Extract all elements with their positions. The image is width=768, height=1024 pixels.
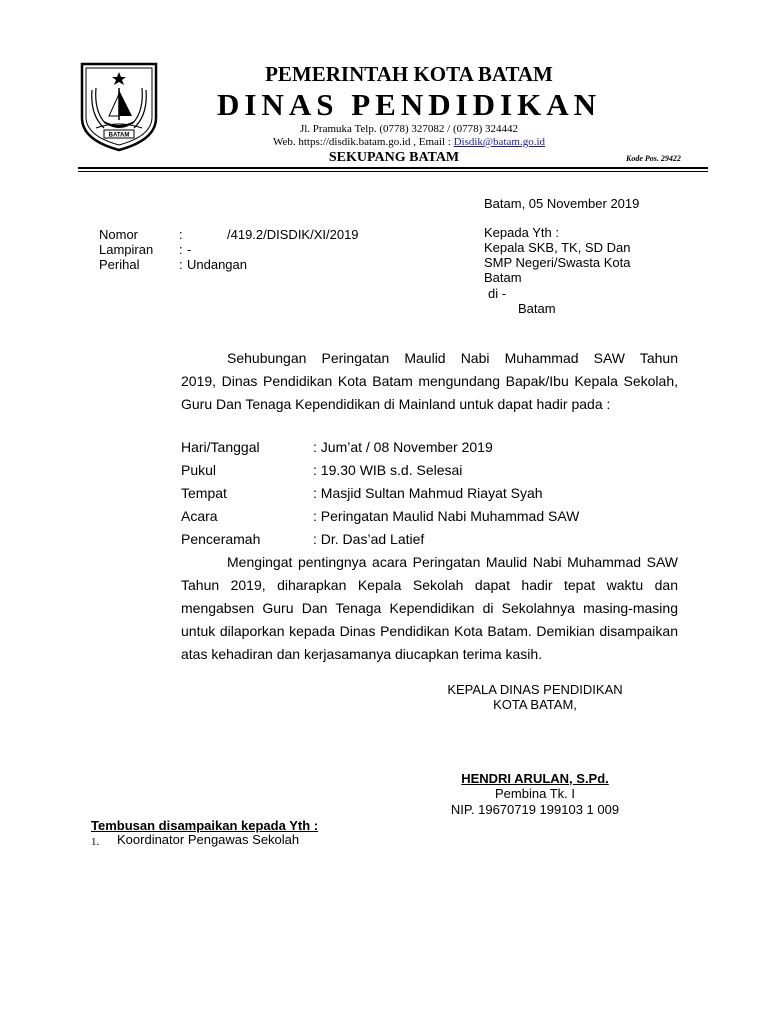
agency-web-email <box>0 136 768 148</box>
body-paragraph-2: Mengingat pentingnya acara Peringatan Maulid Nabi Muhammad SAW Tahun 2019, diharapkan Kepala Sekolah dapat hadir tepat waktu dan mengabsen Guru Dan Tenaga Kependidikan di Sekolahnya masing-masing untuk dilaporkan kepada Dinas Pendidikan Kota Batam. Demikian disampaikan atas kehadiran dan kerjasamanya diucapkan terima kasih. <box>181 554 678 662</box>
detail-value-date: : Jum’at / 08 November 2019 <box>313 439 493 455</box>
body-paragraph-1 <box>181 347 678 416</box>
body-paragraph-1-rest: 2019, Dinas Pendidikan Kota Batam mengundang Bapak/Ibu Kepala Sekolah, Guru Dan Tenaga Kependidikan di Mainland untuk dapat hadir pada : <box>181 373 678 412</box>
meta-label-lampiran: Lampiran <box>99 242 154 257</box>
meta-sep-perihal: : <box>179 257 183 272</box>
detail-value-event: : Peringatan Maulid Nabi Muhammad SAW <box>313 508 580 524</box>
detail-value-speaker: : Dr. Das’ad Latief <box>313 531 425 547</box>
detail-label-speaker: Penceramah <box>181 531 261 547</box>
recipient-line-1: Kepala SKB, TK, SD Dan <box>484 240 631 255</box>
signatory-rank: Pembina Tk. I <box>495 786 575 801</box>
letter-date: Batam, 05 November 2019 <box>484 196 640 211</box>
recipient-place: Batam <box>518 301 556 316</box>
detail-label-time: Pukul <box>181 462 217 478</box>
letterhead-rule-thick <box>78 167 708 169</box>
logo-text: BATAM <box>108 132 130 139</box>
cc-heading: Tembusan disampaikan kepada Yth : <box>91 818 319 833</box>
signature-title-1: KEPALA DINAS PENDIDIKAN <box>447 682 623 697</box>
recipient-line-3: Batam <box>484 270 522 285</box>
agency-name: DINAS PENDIDIKAN <box>216 87 601 122</box>
recipient-heading: Kepada Yth : <box>484 225 559 240</box>
cc-item-number: 1. <box>91 836 100 848</box>
cc-item-text: Koordinator Pengawas Sekolah <box>117 832 300 847</box>
meta-sep-lampiran: : <box>179 242 183 257</box>
agency-address: Jl. Pramuka Telp. (0778) 327082 / (0778) 324442 <box>299 123 519 135</box>
detail-value-venue: : Masjid Sultan Mahmud Riayat Syah <box>313 485 543 501</box>
meta-value-perihal: Undangan <box>187 257 247 272</box>
recipient-line-2: SMP Negeri/Swasta Kota <box>484 255 631 270</box>
web-label: Web. https://disdik.batam.go.id , Email : <box>272 136 454 148</box>
meta-sep-nomor: : <box>179 227 183 242</box>
postal-code: Kode Pos. 29422 <box>626 154 681 163</box>
meta-value-nomor: /419.2/DISDIK/XI/2019 <box>227 227 359 242</box>
email-link[interactable]: Disdik@batam.go.id <box>453 136 545 148</box>
detail-label-event: Acara <box>181 508 218 524</box>
body-paragraph-1-first-line: Sehubungan Peringatan Maulid Nabi Muhammad SAW Tahun <box>227 350 678 366</box>
agency-city: SEKUPANG BATAM <box>328 150 460 165</box>
detail-label-venue: Tempat <box>181 485 227 501</box>
signature-title-2: KOTA BATAM, <box>493 697 577 712</box>
meta-value-lampiran: - <box>187 242 192 257</box>
letterhead-rule-thin <box>78 171 708 172</box>
detail-label-date: Hari/Tanggal <box>181 439 260 455</box>
signatory-name: HENDRI ARULAN, S.Pd. <box>461 771 609 786</box>
signatory-nip: NIP. 19670719 199103 1 009 <box>450 802 620 817</box>
detail-value-time: : 19.30 WIB s.d. Selesai <box>313 462 463 478</box>
recipient-di: di - <box>488 286 507 301</box>
meta-label-perihal: Perihal <box>99 257 140 272</box>
meta-label-nomor: Nomor <box>99 227 139 242</box>
government-name: PEMERINTAH KOTA BATAM <box>265 62 553 86</box>
